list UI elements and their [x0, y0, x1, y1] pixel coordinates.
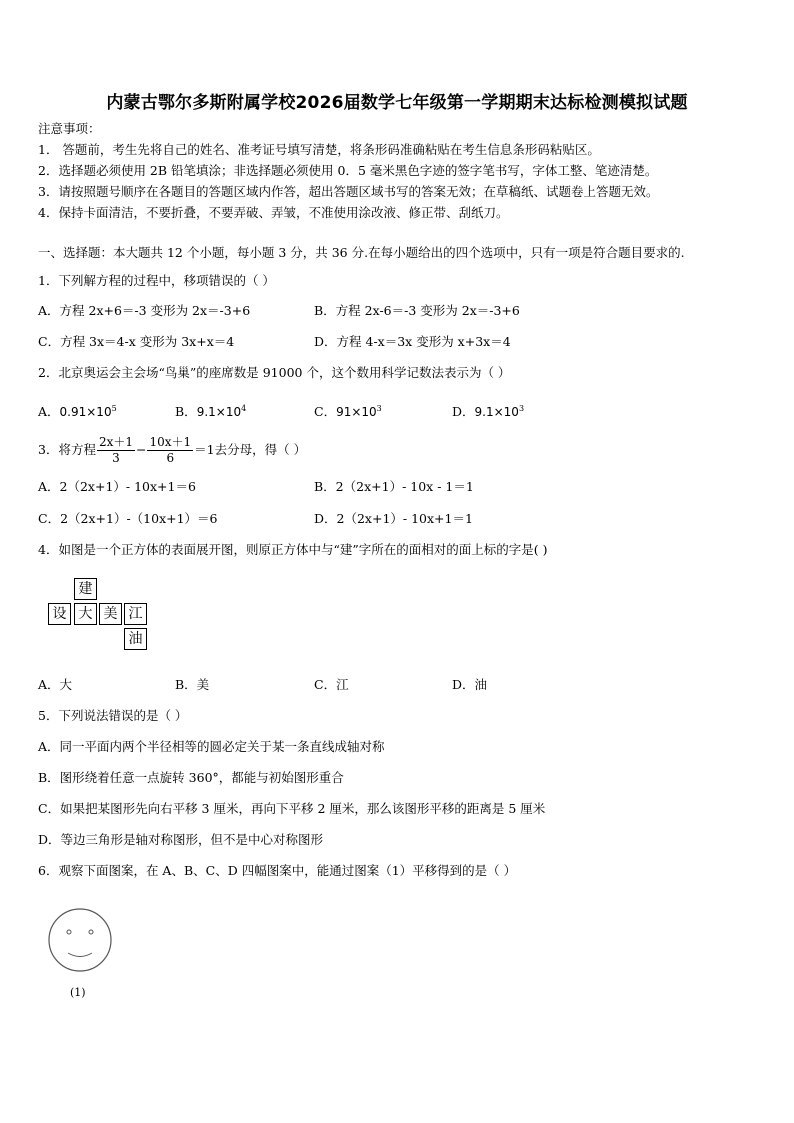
- q3-prefix: 3．将方程: [38, 442, 96, 457]
- q3-suffix: 去分母，得（ ）: [214, 442, 307, 457]
- page-title: 内蒙古鄂尔多斯附属学校2026届数学七年级第一学期期末达标检测模拟试题: [106, 93, 688, 113]
- q2-stem: 2．北京奥运会主会场“鸟巢”的座席数是 91000 个，这个数用科学记数法表示为（ ）: [38, 365, 511, 380]
- q1-option-d: D．方程 4-x＝3x 变形为 x+3x＝4: [314, 334, 511, 349]
- cube-face-jian: 建: [74, 578, 97, 600]
- q3-option-b: B．2（2x+1）- 10x - 1＝1: [314, 479, 474, 494]
- q2-option-b-base: 9.1×10: [196, 405, 242, 420]
- q4-option-d: D．油: [452, 677, 488, 692]
- q2-option-b: [175, 401, 246, 420]
- section-heading: 一、选择题：本大题共 12 个小题，每小题 3 分，共 36 分.在每小题给出的四个选项中，只有一项是符合题目要求的.: [38, 245, 685, 260]
- q2-option-d-base: 9.1×10: [474, 405, 519, 420]
- q3-option-c: C．2（2x+1）-（10x+1）＝6: [38, 511, 218, 526]
- face-outline: [49, 909, 111, 971]
- q6-stem: 6．观察下面图案，在 A、B、C、D 四幅图案中，能通过图案（1）平移得到的是（ ）: [38, 863, 517, 878]
- q2-option-d-label: D．: [452, 404, 475, 420]
- q2-option-d: [452, 401, 524, 420]
- q3-fraction-2-numerator: 10x＋1: [149, 435, 192, 449]
- q3-stem: [38, 432, 306, 468]
- q2-option-d-exp: 3: [518, 404, 525, 413]
- q3-minus: −: [136, 442, 147, 457]
- cube-face-mei: 美: [99, 603, 122, 625]
- notice-heading: 注意事项：: [38, 121, 101, 136]
- q2-option-b-exp: 4: [241, 404, 247, 413]
- q3-option-a: A．2（2x+1）- 10x+1＝6: [38, 479, 196, 494]
- q1-stem: 1．下列解方程的过程中，移项错误的（ ）: [38, 273, 275, 288]
- q3-fraction-2: [147, 435, 193, 466]
- mouth: [68, 953, 92, 957]
- q4-option-c: C．江: [314, 677, 349, 692]
- q4-option-a: A．大: [38, 677, 73, 692]
- q2-option-a-label: A．: [38, 404, 60, 420]
- q3-fraction-1-numerator: 2x＋1: [98, 435, 133, 449]
- q2-option-a-base: 0.91×10: [59, 405, 112, 420]
- q2-option-c: [314, 401, 382, 420]
- q2-option-c-base: 91×10: [336, 405, 377, 420]
- q5-option-a: A．同一平面内两个半径相等的圆必定关于某一条直线成轴对称: [38, 739, 385, 754]
- q4-stem: 4．如图是一个正方体的表面展开图，则原正方体中与“建”字所在的面相对的面上标的字是( ): [38, 542, 548, 557]
- q1-option-a: A．方程 2x+6＝-3 变形为 2x＝-3+6: [38, 303, 251, 318]
- q5-option-b: B．图形绕着任意一点旋转 360°，都能与初始图形重合: [38, 770, 344, 785]
- q3-equals: ＝1: [194, 442, 215, 457]
- q4-option-b: B．美: [175, 677, 210, 692]
- q2-option-c-label: C．: [314, 404, 337, 420]
- q5-option-d: D．等边三角形是轴对称图形，但不是中心对称图形: [38, 832, 324, 847]
- q5-stem: 5．下列说法错误的是（ ）: [38, 708, 188, 723]
- q2-option-c-exp: 3: [376, 404, 382, 413]
- cube-face-she: 设: [48, 603, 71, 625]
- smiley-face-figure: [46, 906, 116, 972]
- left-eye: [67, 930, 71, 934]
- q1-option-c: C．方程 3x＝4-x 变形为 3x+x＝4: [38, 334, 235, 349]
- q2-option-a: [38, 401, 117, 420]
- notice-item-2: 2．选择题必须使用 2B 铅笔填涂；非选择题必须使用 0．5 毫米黑色字迹的签字笔书写，字体工整、笔迹清楚。: [38, 163, 658, 178]
- q3-fraction-1-denominator: 3: [112, 451, 120, 465]
- notice-item-1: 1． 答题前，考生先将自己的姓名、准考证号填写清楚，将条形码准确粘贴在考生信息条形码粘贴区。: [38, 142, 600, 157]
- right-eye: [89, 930, 93, 934]
- notice-item-4: 4．保持卡面清洁，不要折叠，不要弄破、弄皱，不准使用涂改液、修正带、刮纸刀。: [38, 205, 509, 220]
- q2-option-b-label: B．: [175, 404, 197, 420]
- q3-option-d: D．2（2x+1）- 10x+1＝1: [314, 511, 473, 526]
- q1-option-b: B．方程 2x-6＝-3 变形为 2x＝-3+6: [314, 303, 520, 318]
- figure-label: (1): [70, 986, 86, 999]
- q2-option-a-exp: 5: [111, 404, 117, 413]
- notice-item-3: 3．请按照题号顺序在各题目的答题区域内作答，超出答题区域书写的答案无效；在草稿纸、试题卷上答题无效。: [38, 184, 659, 199]
- q3-fraction-1: [97, 435, 135, 466]
- q5-option-c: C．如果把某图形先向右平移 3 厘米，再向下平移 2 厘米，那么该图形平移的距离是 5 厘米: [38, 801, 546, 816]
- q3-fraction-2-denominator: 6: [166, 451, 175, 465]
- cube-face-you: 油: [124, 628, 147, 650]
- cube-face-da: 大: [74, 603, 97, 625]
- cube-face-jiang: 江: [124, 603, 147, 625]
